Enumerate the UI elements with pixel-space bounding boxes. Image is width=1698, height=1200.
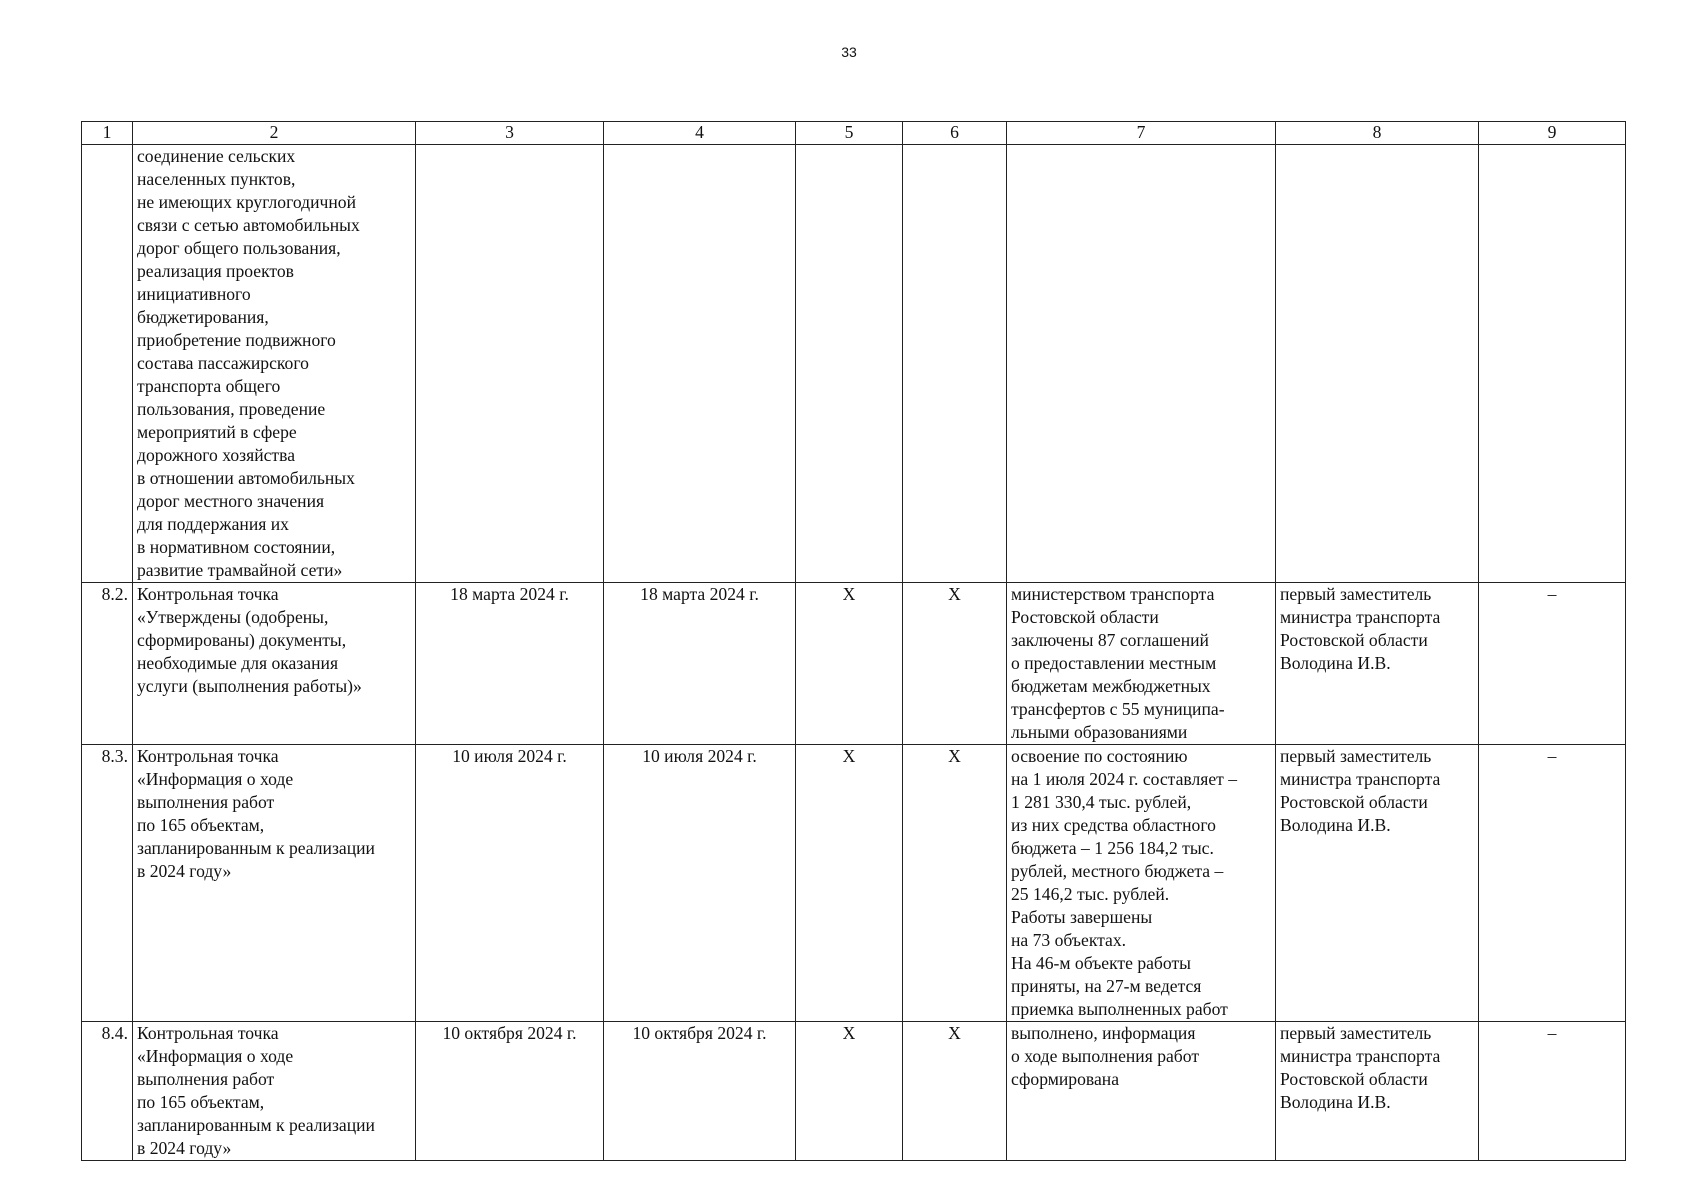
col6-cell: X [903, 745, 1007, 1022]
column-header: 2 [133, 122, 416, 145]
actual-date-cell: 10 октября 2024 г. [604, 1022, 796, 1161]
report-table [81, 121, 1626, 1161]
note-cell: – [1479, 745, 1626, 1022]
planned-date-cell: 10 июля 2024 г. [416, 745, 604, 1022]
col6-cell: X [903, 583, 1007, 745]
actual-date-cell [604, 145, 796, 583]
event-name-cell: соединение сельских населенных пунктов, не имеющих круглогодичной связи с сетью автомобильных дорог общего пользования, реализация проектов инициативного бюджетирования, приобретение подвижного состава пассажирского транспорта общего пользования, проведение мероприятий в сфере дорожного хозяйства в отношении автомобильных дорог местного значения для поддержания их в нормативном состоянии, развитие трамвайной сети» [133, 145, 416, 583]
actual-date-cell: 10 июля 2024 г. [604, 745, 796, 1022]
col5-cell: X [796, 1022, 903, 1161]
column-header: 1 [82, 122, 133, 145]
row-number-cell [82, 145, 133, 583]
page-number: 33 [841, 44, 857, 60]
responsible-cell: первый заместитель министра транспорта Ростовской области Володина И.В. [1276, 583, 1479, 745]
column-header: 4 [604, 122, 796, 145]
col5-cell: X [796, 583, 903, 745]
planned-date-cell: 18 марта 2024 г. [416, 583, 604, 745]
row-number-cell: 8.2. [82, 583, 133, 745]
column-header: 6 [903, 122, 1007, 145]
table-row-8-4 [82, 1022, 1626, 1161]
planned-date-cell [416, 145, 604, 583]
result-cell: министерством транспорта Ростовской области заключены 87 соглашений о предоставлении местным бюджетам межбюджетных трансфертов с 55 муниципа- льными образованиями [1007, 583, 1276, 745]
column-header: 7 [1007, 122, 1276, 145]
event-name-cell: Контрольная точка «Информация о ходе выполнения работ по 165 объектам, запланированным к реализации в 2024 году» [133, 745, 416, 1022]
planned-date-cell: 10 октября 2024 г. [416, 1022, 604, 1161]
note-cell: – [1479, 583, 1626, 745]
table-row-continuation [82, 145, 1626, 583]
column-header: 3 [416, 122, 604, 145]
actual-date-cell: 18 марта 2024 г. [604, 583, 796, 745]
row-number-cell: 8.4. [82, 1022, 133, 1161]
row-number-cell: 8.3. [82, 745, 133, 1022]
table-header-row [82, 122, 1626, 145]
table-row-8-2 [82, 583, 1626, 745]
col5-cell [796, 145, 903, 583]
event-name-cell: Контрольная точка «Утверждены (одобрены, сформированы) документы, необходимые для оказания услуги (выполнения работы)» [133, 583, 416, 745]
col5-cell: X [796, 745, 903, 1022]
responsible-cell: первый заместитель министра транспорта Ростовской области Володина И.В. [1276, 1022, 1479, 1161]
note-cell: – [1479, 1022, 1626, 1161]
column-header: 8 [1276, 122, 1479, 145]
responsible-cell [1276, 145, 1479, 583]
note-cell [1479, 145, 1626, 583]
result-cell [1007, 145, 1276, 583]
col6-cell: X [903, 1022, 1007, 1161]
event-name-cell: Контрольная точка «Информация о ходе выполнения работ по 165 объектам, запланированным к реализации в 2024 году» [133, 1022, 416, 1161]
col6-cell [903, 145, 1007, 583]
result-cell: выполнено, информация о ходе выполнения работ сформирована [1007, 1022, 1276, 1161]
column-header: 5 [796, 122, 903, 145]
result-cell: освоение по состоянию на 1 июля 2024 г. составляет – 1 281 330,4 тыс. рублей, из них средства областного бюджета – 1 256 184,2 тыс. рублей, местного бюджета – 25 146,2 тыс. рублей. Работы завершены на 73 объектах. На 46-м объекте работы приняты, на 27-м ведется приемка выполненных работ [1007, 745, 1276, 1022]
column-header: 9 [1479, 122, 1626, 145]
table-row-8-3 [82, 745, 1626, 1022]
responsible-cell: первый заместитель министра транспорта Ростовской области Володина И.В. [1276, 745, 1479, 1022]
